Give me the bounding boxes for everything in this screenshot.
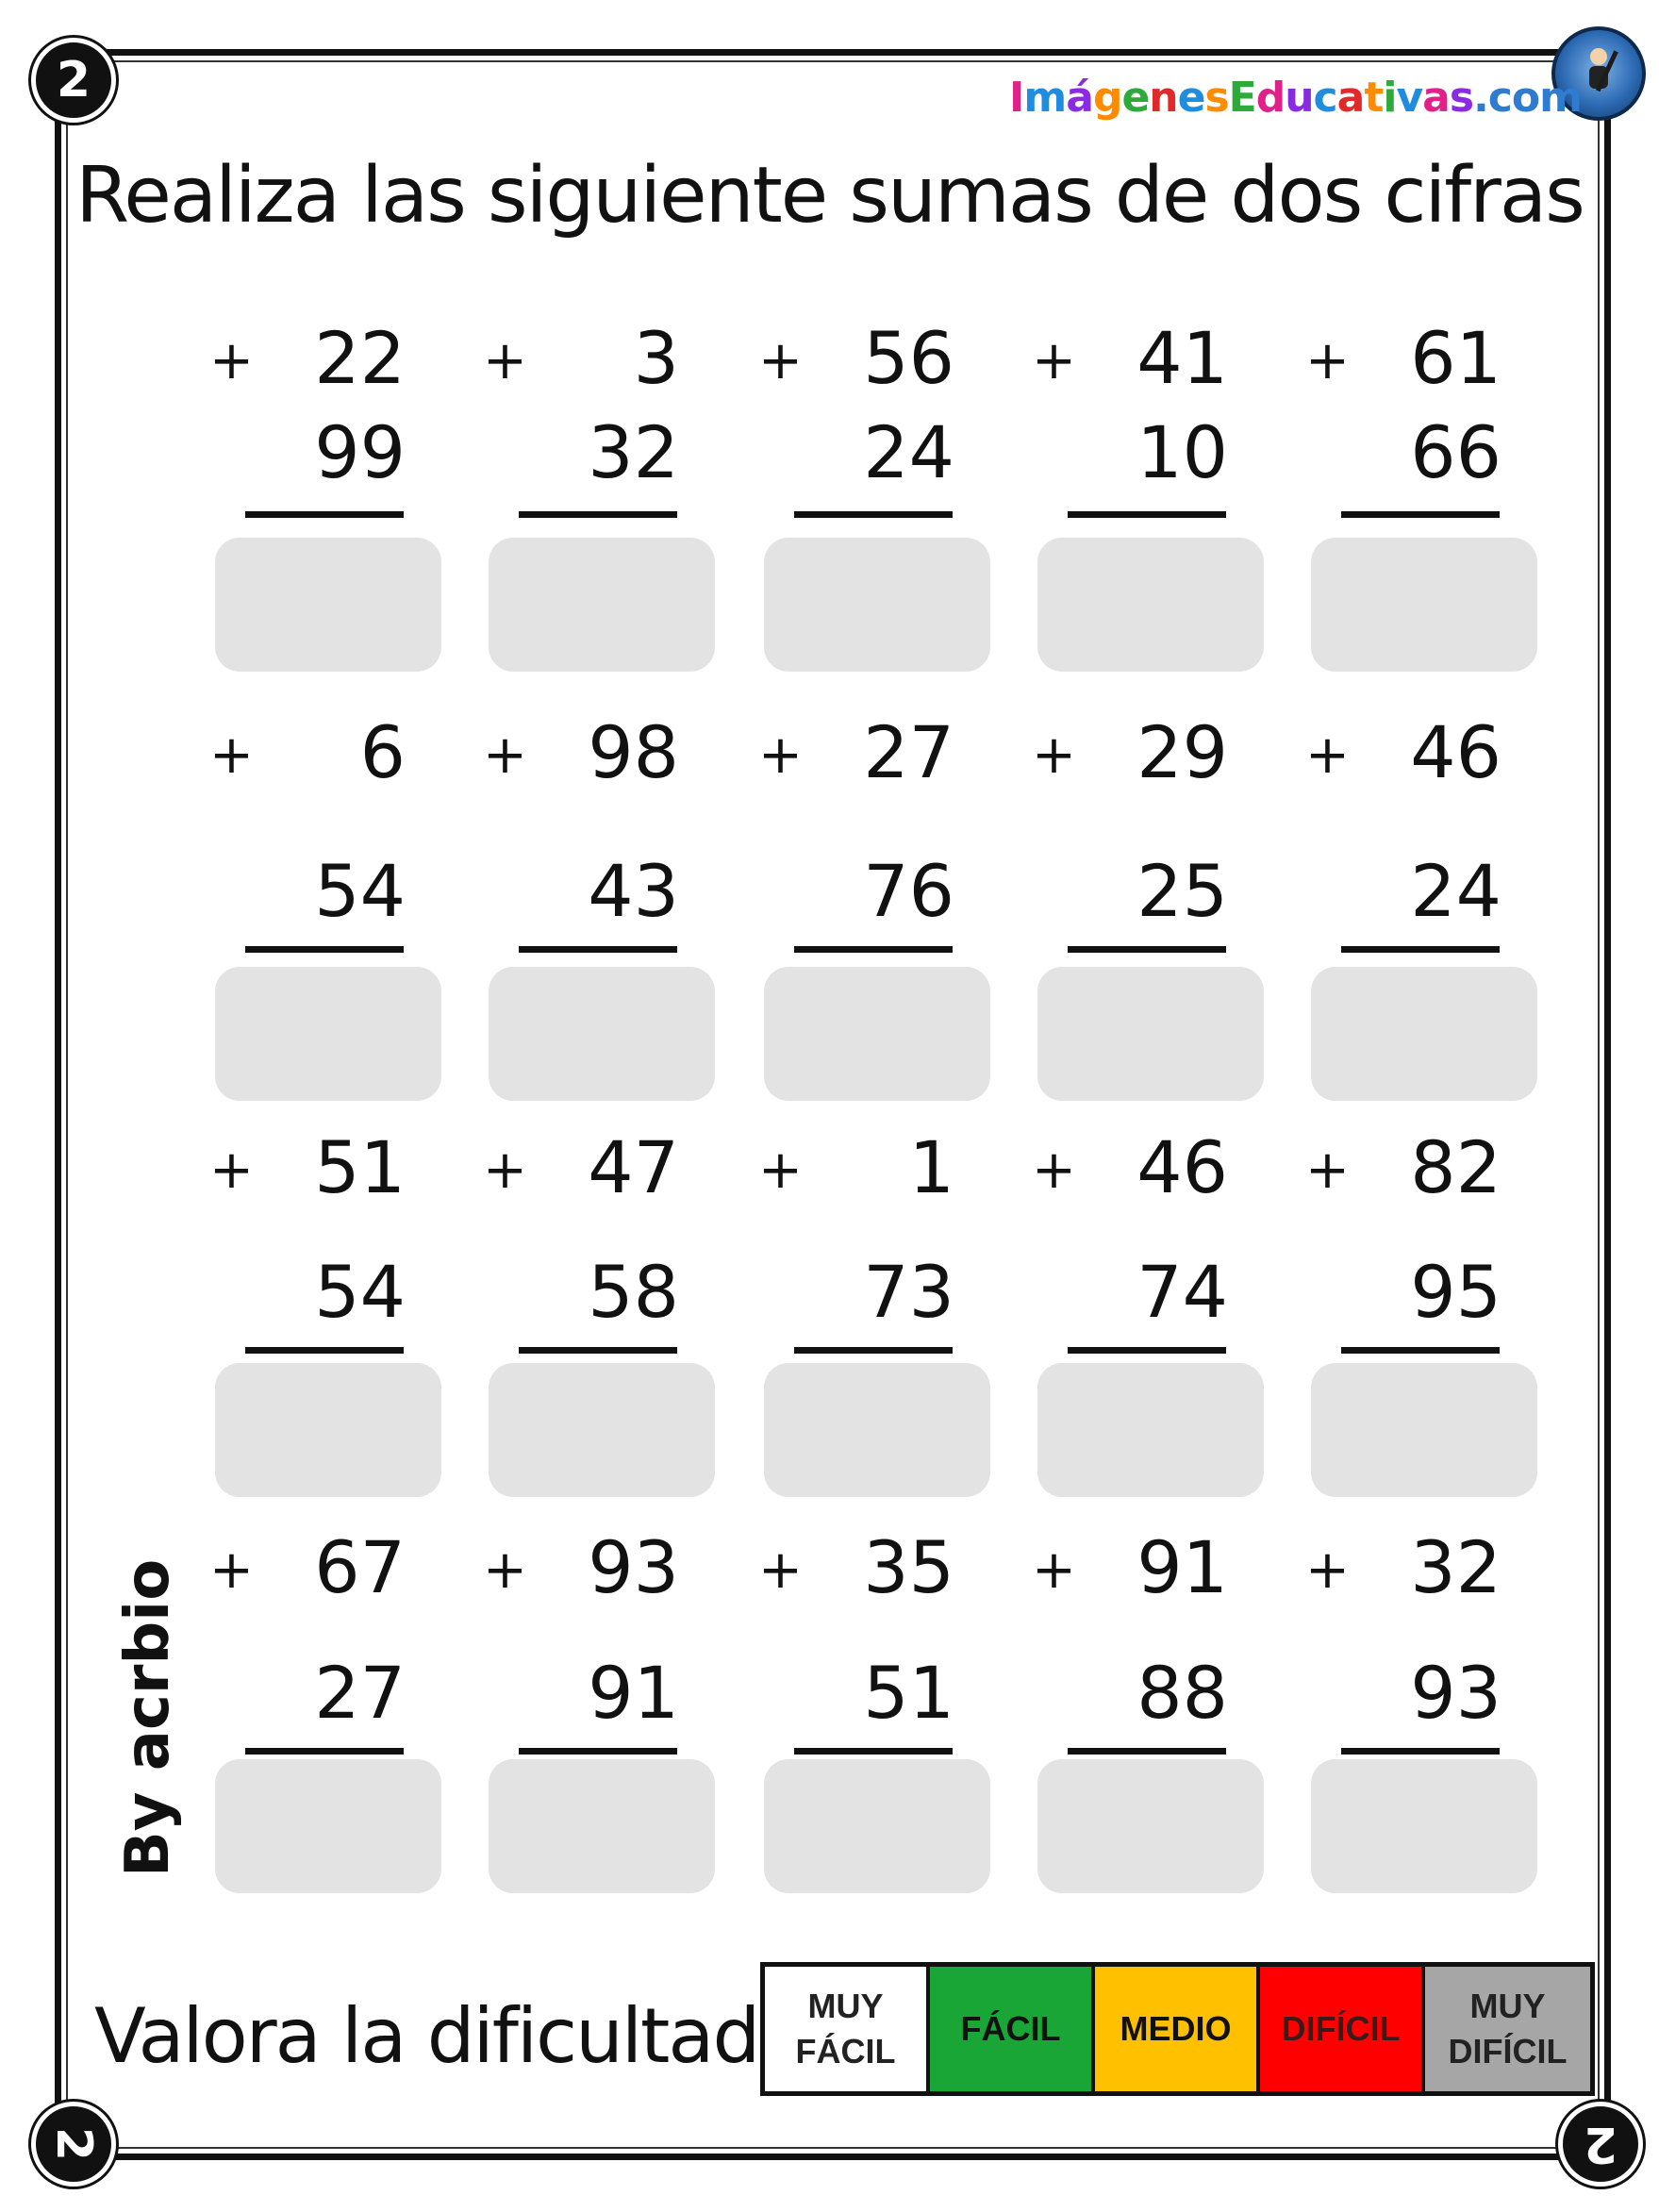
addend-top: 93	[588, 1525, 679, 1609]
sum-line	[1068, 946, 1226, 953]
brand-letter: e	[1177, 74, 1205, 122]
addend-bottom: 93	[1410, 1651, 1501, 1735]
addend-bottom: 51	[863, 1651, 954, 1735]
brand-letter: t	[1364, 74, 1384, 122]
addend-bottom: 74	[1136, 1250, 1228, 1334]
addend-top: 67	[314, 1525, 406, 1609]
addend-bottom: 43	[588, 849, 679, 933]
answer-box[interactable]	[764, 1759, 990, 1893]
plus-sign: +	[758, 1139, 803, 1201]
addend-top: 61	[1410, 316, 1501, 400]
addend-top: 41	[1136, 316, 1228, 400]
answer-box[interactable]	[1311, 1363, 1537, 1497]
addend-top: 3	[633, 316, 679, 400]
sum-line	[245, 1347, 404, 1354]
plus-sign: +	[1032, 1539, 1076, 1601]
addend-top: 46	[1136, 1125, 1228, 1209]
addend-top: 35	[863, 1525, 954, 1609]
sum-line	[245, 1748, 404, 1755]
addend-bottom: 95	[1410, 1250, 1501, 1334]
difficulty-label-line: DIFÍCIL	[1448, 2032, 1568, 2071]
plus-sign: +	[209, 330, 254, 391]
answer-box[interactable]	[1311, 538, 1537, 672]
difficulty-option-label	[1449, 1984, 1568, 2074]
brand-wordmark	[1009, 74, 1582, 122]
difficulty-option[interactable]	[930, 1967, 1095, 2091]
addend-top: 91	[1136, 1525, 1228, 1609]
addend-top: 1	[908, 1125, 954, 1209]
addend-bottom: 10	[1136, 410, 1228, 494]
difficulty-label-line: MUY	[1469, 1987, 1546, 2025]
difficulty-option-label	[1120, 2006, 1231, 2052]
addend-bottom: 32	[588, 410, 679, 494]
plus-sign: +	[1305, 330, 1350, 391]
difficulty-option-label	[1282, 2006, 1401, 2052]
addend-bottom: 24	[863, 410, 954, 494]
brand-letter: .com	[1473, 74, 1582, 122]
addend-bottom: 91	[588, 1651, 679, 1735]
difficulty-label-line: MUY	[807, 1987, 884, 2025]
plus-sign: +	[1032, 724, 1076, 786]
plus-sign: +	[483, 1539, 527, 1601]
sum-line	[245, 946, 404, 953]
plus-sign: +	[1032, 1139, 1076, 1201]
difficulty-option-label	[796, 1984, 896, 2074]
addend-top: 29	[1136, 710, 1228, 794]
sum-line	[519, 946, 677, 953]
plus-sign: +	[209, 1139, 254, 1201]
answer-box[interactable]	[1037, 1363, 1264, 1497]
brand-letter: a	[1336, 74, 1365, 122]
addend-bottom: 24	[1410, 849, 1501, 933]
corner-badge-bottom-right: 2	[1558, 2102, 1643, 2187]
rating-label: Valora la dificultad	[94, 1992, 759, 2080]
sum-line	[1068, 1748, 1226, 1755]
answer-box[interactable]	[215, 538, 441, 672]
answer-box[interactable]	[1037, 538, 1264, 672]
difficulty-option[interactable]	[765, 1967, 930, 2091]
difficulty-option[interactable]	[1260, 1967, 1425, 2091]
answer-box[interactable]	[215, 1759, 441, 1893]
sum-line	[519, 1748, 677, 1755]
answer-box[interactable]	[1311, 967, 1537, 1101]
plus-sign: +	[483, 330, 527, 391]
addend-top: 22	[314, 316, 406, 400]
answer-box[interactable]	[764, 1363, 990, 1497]
page-title: Realiza las siguiente sumas de dos cifras	[75, 151, 1584, 241]
addend-top: 51	[314, 1125, 406, 1209]
plus-sign: +	[758, 724, 803, 786]
plus-sign: +	[758, 330, 803, 391]
difficulty-label-line: FÁCIL	[795, 2032, 896, 2071]
sum-line	[1341, 1347, 1500, 1354]
sum-line	[245, 511, 404, 518]
sum-line	[519, 511, 677, 518]
brand-letter: E	[1228, 74, 1256, 122]
sum-line	[1341, 511, 1500, 518]
brand-letter: á	[1066, 74, 1093, 122]
addend-bottom: 27	[314, 1651, 406, 1735]
addend-bottom: 54	[314, 849, 406, 933]
addend-top: 32	[1410, 1525, 1501, 1609]
answer-box[interactable]	[764, 967, 990, 1101]
addend-bottom: 25	[1136, 849, 1228, 933]
addend-bottom: 76	[863, 849, 954, 933]
addend-top: 56	[863, 316, 954, 400]
sum-line	[794, 1347, 953, 1354]
answer-box[interactable]	[764, 538, 990, 672]
brand-letter: s	[1449, 74, 1474, 122]
sum-line	[794, 511, 953, 518]
answer-box[interactable]	[1311, 1759, 1537, 1893]
answer-box[interactable]	[489, 967, 715, 1101]
addend-top: 98	[588, 710, 679, 794]
brand-letter: e	[1121, 74, 1150, 122]
sum-line	[1068, 511, 1226, 518]
answer-box[interactable]	[1037, 967, 1264, 1101]
plus-sign: +	[1305, 1539, 1350, 1601]
plus-sign: +	[483, 1139, 527, 1201]
addend-bottom: 73	[863, 1250, 954, 1334]
brand-letter: n	[1149, 74, 1178, 122]
addend-bottom: 66	[1410, 410, 1501, 494]
answer-box[interactable]	[489, 1759, 715, 1893]
difficulty-label-line: FÁCIL	[960, 2009, 1061, 2048]
plus-sign: +	[483, 724, 527, 786]
author-credit: By acrbio	[113, 1558, 183, 1877]
brand-letter: u	[1285, 74, 1314, 122]
difficulty-option[interactable]	[1095, 1967, 1260, 2091]
corner-badge-top-left: 2	[31, 38, 116, 123]
answer-box[interactable]	[215, 967, 441, 1101]
brand-letter: g	[1092, 74, 1122, 122]
brand-letter: a	[1422, 74, 1450, 122]
sum-line	[519, 1347, 677, 1354]
plus-sign: +	[1305, 1139, 1350, 1201]
brand-letter: m	[1023, 74, 1067, 122]
addend-bottom: 88	[1136, 1651, 1228, 1735]
difficulty-scale	[760, 1962, 1595, 2096]
addend-bottom: 58	[588, 1250, 679, 1334]
answer-box[interactable]	[489, 1363, 715, 1497]
addend-top: 46	[1410, 710, 1501, 794]
plus-sign: +	[1305, 724, 1350, 786]
sum-line	[1068, 1347, 1226, 1354]
brand-letter: s	[1204, 74, 1229, 122]
sum-line	[794, 946, 953, 953]
addend-bottom: 54	[314, 1250, 406, 1334]
plus-sign: +	[209, 724, 254, 786]
addend-top: 82	[1410, 1125, 1501, 1209]
plus-sign: +	[758, 1539, 803, 1601]
answer-box[interactable]	[489, 538, 715, 672]
corner-badge-bottom-left: 2	[31, 2102, 116, 2187]
sum-line	[1341, 1748, 1500, 1755]
brand-letter: i	[1383, 74, 1397, 122]
answer-box[interactable]	[215, 1363, 441, 1497]
addend-bottom: 99	[314, 410, 406, 494]
sum-line	[1341, 946, 1500, 953]
difficulty-option-label	[961, 2006, 1061, 2052]
plus-sign: +	[1032, 330, 1076, 391]
brand-letter: c	[1313, 74, 1337, 122]
brand-letter: I	[1009, 74, 1024, 122]
sum-line	[794, 1748, 953, 1755]
addend-top: 27	[863, 710, 954, 794]
brand-letter: d	[1255, 74, 1286, 122]
difficulty-label-line: MEDIO	[1120, 2009, 1232, 2048]
addend-top: 6	[359, 710, 406, 794]
difficulty-label-line: DIFÍCIL	[1281, 2009, 1401, 2048]
addend-top: 47	[588, 1125, 679, 1209]
answer-box[interactable]	[1037, 1759, 1264, 1893]
difficulty-option[interactable]	[1425, 1967, 1590, 2091]
brand-letter: v	[1396, 74, 1423, 122]
plus-sign: +	[209, 1539, 254, 1601]
